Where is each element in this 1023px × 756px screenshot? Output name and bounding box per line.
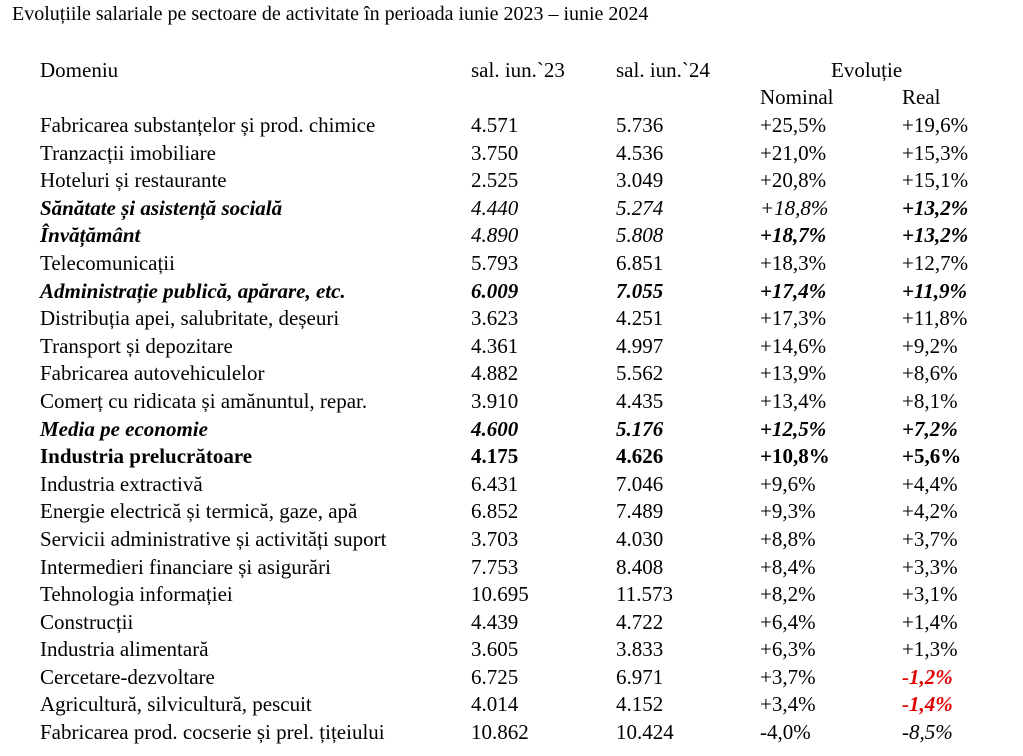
table-row <box>0 584 1023 612</box>
real-change-cell: +19,6% <box>902 113 969 137</box>
nominal-change-cell: +6,3% <box>760 637 816 662</box>
salary-2023-cell: 3.910 <box>471 388 519 413</box>
real-change-cell: +15,1% <box>902 168 969 193</box>
salary-2024-cell: 4.997 <box>616 333 664 358</box>
real-change-cell: +13,2% <box>902 223 969 248</box>
nominal-change-cell: +9,3% <box>760 499 816 524</box>
header-sal24: sal. iun.`24 <box>616 58 710 82</box>
real-change-cell: +8,6% <box>902 361 958 386</box>
salary-2023-cell: 4.440 <box>471 195 519 220</box>
table-row <box>0 526 1023 557</box>
domain-cell: Sănătate și asistență socială <box>40 195 283 220</box>
real-change-cell: +7,2% <box>902 416 958 441</box>
nominal-change-cell: +21,0% <box>760 140 827 165</box>
real-change-cell: -1,2% <box>902 664 953 689</box>
real-change-cell: +11,8% <box>902 306 968 331</box>
table-row <box>0 308 1023 336</box>
salary-2024-cell: 3.049 <box>616 168 664 193</box>
salary-2023-cell: 10.862 <box>471 720 529 745</box>
table-row <box>0 115 1023 143</box>
salary-2024-cell: 5.562 <box>616 361 664 386</box>
nominal-change-cell: +10,8% <box>760 444 830 469</box>
nominal-change-cell: +6,4% <box>760 609 816 634</box>
table-row <box>0 333 1023 364</box>
salary-2024-cell: 5.176 <box>616 416 664 441</box>
nominal-change-cell: +8,4% <box>760 554 816 579</box>
salary-2023-cell: 4.882 <box>471 361 519 386</box>
salary-2023-cell: 4.361 <box>471 333 519 358</box>
domain-cell: Transport și depozitare <box>40 333 233 358</box>
table-row <box>0 388 1023 419</box>
domain-cell: Hoteluri și restaurante <box>40 168 227 193</box>
salary-2023-cell: 6.009 <box>471 278 519 303</box>
table-row <box>0 195 1023 226</box>
table-row <box>0 639 1023 667</box>
salary-2024-cell: 6.971 <box>616 664 664 689</box>
salary-2023-cell: 3.605 <box>471 637 519 662</box>
real-change-cell: +3,7% <box>902 526 958 551</box>
salary-2023-cell: 7.753 <box>471 554 519 579</box>
salary-2023-cell: 2.525 <box>471 168 519 193</box>
table-row <box>0 363 1023 391</box>
table-row <box>0 501 1023 529</box>
header-domain: Domeniu <box>40 58 119 82</box>
salary-2024-cell: 5.736 <box>616 113 664 137</box>
table-row <box>0 225 1023 253</box>
salary-2023-cell: 4.890 <box>471 223 519 248</box>
nominal-change-cell: +13,4% <box>760 388 827 413</box>
nominal-change-cell: +12,5% <box>760 416 827 441</box>
real-change-cell: +1,4% <box>902 609 958 634</box>
real-change-cell: +1,3% <box>902 637 958 662</box>
salary-2023-cell: 4.439 <box>471 609 519 634</box>
domain-cell: Industria alimentară <box>40 637 209 662</box>
salary-2023-cell: 3.623 <box>471 306 519 331</box>
domain-cell: Servicii administrative și activități suport <box>40 526 387 551</box>
nominal-change-cell: +3,7% <box>760 664 816 689</box>
salary-2024-cell: 4.435 <box>616 388 664 413</box>
nominal-change-cell: +17,3% <box>760 306 827 331</box>
table-row <box>0 278 1023 309</box>
salary-2024-cell: 4.030 <box>616 526 664 551</box>
nominal-change-cell: +25,5% <box>760 113 827 137</box>
salary-2024-cell: 4.722 <box>616 609 664 634</box>
salary-2023-cell: 3.703 <box>471 526 519 551</box>
domain-cell: Administrație publică, apărare, etc. <box>40 278 346 303</box>
real-change-cell: +11,9% <box>902 278 968 303</box>
nominal-change-cell: +18,3% <box>760 250 827 275</box>
salary-2023-cell: 10.695 <box>471 582 529 607</box>
header-nominal: Nominal <box>760 85 834 109</box>
domain-cell: Industria extractivă <box>40 471 203 496</box>
page-title: Evoluțiile salariale pe sectoare de activitate în perioada iunie 2023 – iunie 2024 <box>12 3 649 25</box>
salary-2024-cell: 4.251 <box>616 306 664 331</box>
table-row <box>0 471 1023 502</box>
real-change-cell: +5,6% <box>902 444 962 469</box>
salary-2023-cell: 5.793 <box>471 250 519 275</box>
nominal-change-cell: +3,4% <box>760 692 816 717</box>
domain-cell: Construcții <box>40 609 134 634</box>
nominal-change-cell: +14,6% <box>760 333 827 358</box>
salary-2024-cell: 6.851 <box>616 250 664 275</box>
table-row <box>0 554 1023 585</box>
salary-2023-cell: 6.725 <box>471 664 519 689</box>
table-row <box>0 140 1023 171</box>
salary-2023-cell: 6.431 <box>471 471 519 496</box>
table-row <box>0 609 1023 640</box>
real-change-cell: -1,4% <box>902 692 953 717</box>
real-change-cell: +4,2% <box>902 499 958 524</box>
salary-2024-cell: 11.573 <box>616 582 673 607</box>
table-row <box>0 416 1023 447</box>
salary-2023-cell: 4.014 <box>471 692 519 717</box>
table-row <box>0 170 1023 198</box>
table-row <box>0 250 1023 281</box>
salary-2023-cell: 4.571 <box>471 113 519 137</box>
domain-cell: Tranzacții imobiliare <box>40 140 216 165</box>
salary-2024-cell: 5.808 <box>616 223 664 248</box>
domain-cell: Telecomunicații <box>40 250 175 275</box>
real-change-cell: +3,3% <box>902 554 958 579</box>
salary-table <box>0 115 1023 750</box>
salary-2024-cell: 7.055 <box>616 278 664 303</box>
domain-cell: Comerț cu ridicata și amănuntul, repar. <box>40 388 368 413</box>
salary-2023-cell: 4.175 <box>471 444 519 469</box>
salary-2024-cell: 5.274 <box>616 195 664 220</box>
domain-cell: Fabricarea prod. cocserie și prel. țițeiului <box>40 720 385 745</box>
header-evolution: Evoluție <box>831 58 903 82</box>
salary-2023-cell: 3.750 <box>471 140 519 165</box>
domain-cell: Intermedieri financiare și asigurări <box>40 554 331 579</box>
domain-cell: Cercetare-dezvoltare <box>40 664 215 689</box>
real-change-cell: +9,2% <box>902 333 958 358</box>
domain-cell: Industria prelucrătoare <box>40 444 253 469</box>
salary-2024-cell: 4.626 <box>616 444 664 469</box>
domain-cell: Media pe economie <box>40 416 208 441</box>
salary-2024-cell: 8.408 <box>616 554 664 579</box>
salary-2024-cell: 3.833 <box>616 637 664 662</box>
real-change-cell: +8,1% <box>902 388 958 413</box>
table-row <box>0 446 1023 474</box>
real-change-cell: +4,4% <box>902 471 958 496</box>
header-real: Real <box>902 85 941 109</box>
domain-cell: Distribuția apei, salubritate, deșeuri <box>40 306 340 331</box>
salary-2024-cell: 10.424 <box>616 720 674 745</box>
table-row <box>0 694 1023 722</box>
nominal-change-cell: +17,4% <box>760 278 827 303</box>
domain-cell: Învățământ <box>40 223 141 248</box>
real-change-cell: +13,2% <box>902 195 969 220</box>
real-change-cell: +12,7% <box>902 250 969 275</box>
salary-2024-cell: 7.046 <box>616 471 664 496</box>
nominal-change-cell: -4,0% <box>760 720 811 745</box>
domain-cell: Agricultură, silvicultură, pescuit <box>40 692 312 717</box>
table-row <box>0 722 1023 750</box>
salary-2024-cell: 4.536 <box>616 140 664 165</box>
nominal-change-cell: +9,6% <box>760 471 816 496</box>
real-change-cell: -8,5% <box>902 720 953 745</box>
nominal-change-cell: +18,7% <box>760 223 827 248</box>
nominal-change-cell: +18,8% <box>760 195 829 220</box>
salary-2024-cell: 7.489 <box>616 499 664 524</box>
nominal-change-cell: +8,8% <box>760 526 816 551</box>
salary-2023-cell: 6.852 <box>471 499 519 524</box>
domain-cell: Tehnologia informației <box>40 582 233 607</box>
salary-2024-cell: 4.152 <box>616 692 664 717</box>
nominal-change-cell: +8,2% <box>760 582 816 607</box>
table-row <box>0 664 1023 695</box>
domain-cell: Energie electrică și termică, gaze, apă <box>40 499 358 524</box>
domain-cell: Fabricarea autovehiculelor <box>40 361 265 386</box>
salary-2023-cell: 4.600 <box>471 416 519 441</box>
domain-cell: Fabricarea substanțelor și prod. chimice <box>40 113 376 137</box>
real-change-cell: +3,1% <box>902 582 958 607</box>
nominal-change-cell: +20,8% <box>760 168 827 193</box>
header-sal23: sal. iun.`23 <box>471 58 565 82</box>
nominal-change-cell: +13,9% <box>760 361 827 386</box>
real-change-cell: +15,3% <box>902 140 969 165</box>
